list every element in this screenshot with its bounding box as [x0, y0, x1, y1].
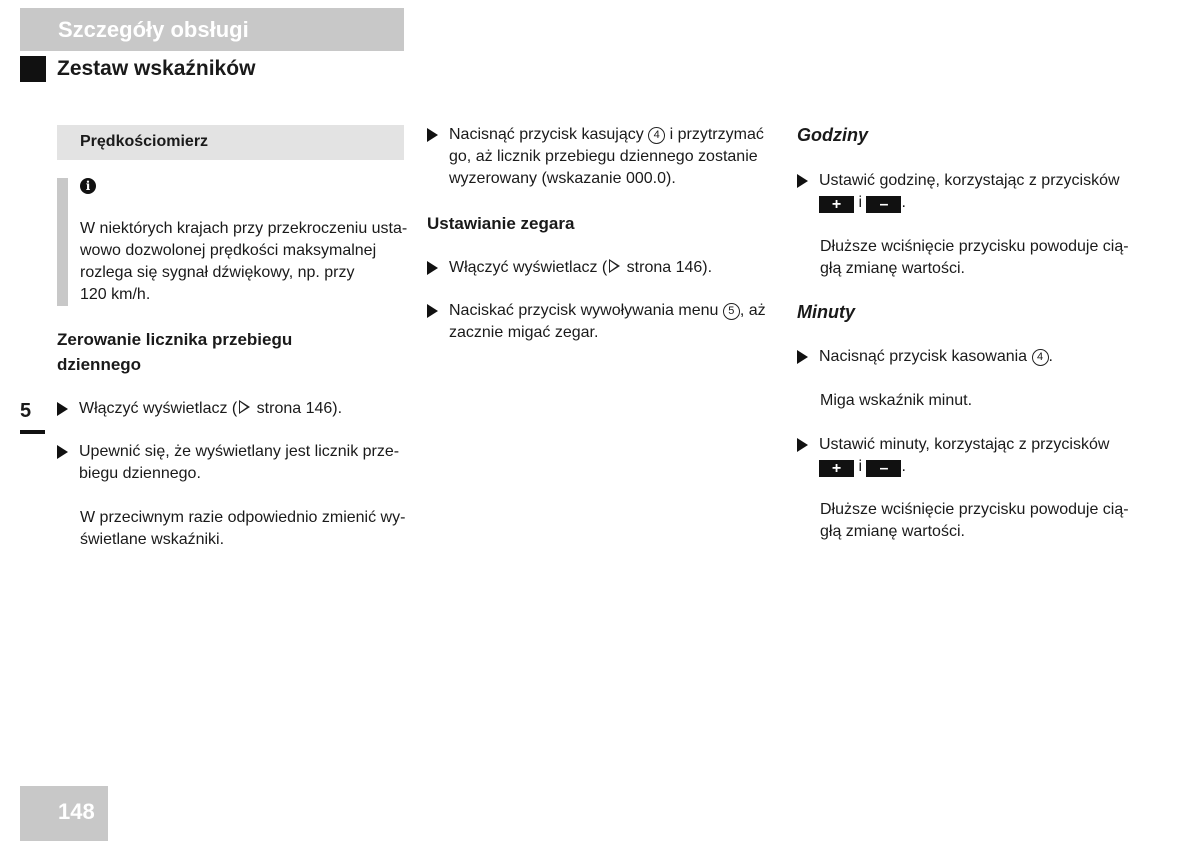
note-line: W niektórych krajach przy przekroczeniu usta- [80, 220, 408, 237]
text-part: Nacisnąć przycisk kasowania [819, 348, 1032, 365]
text-part: Włączyć wyświetlacz ( [449, 259, 608, 276]
circled-number: 5 [723, 303, 740, 320]
text-part: i [858, 194, 863, 211]
note-rule [57, 178, 68, 306]
bullet-item [57, 441, 399, 485]
bullet-item [427, 124, 764, 190]
plus-key-icon: + [819, 460, 854, 477]
bullet-item [427, 300, 766, 344]
chapter-underline [20, 430, 45, 434]
text-line: Ustawić minuty, korzystając z przycisków [819, 436, 1110, 453]
text-part: i [858, 458, 863, 475]
text-line [819, 192, 1120, 214]
heading-line: dziennego [57, 355, 142, 374]
text-part: Nacisnąć przycisk kasujący [449, 126, 649, 143]
text-part: strona 146). [622, 259, 713, 276]
text-line: wyzerowany (wskazanie 000.0). [449, 170, 676, 187]
minutes-heading: Minuty [797, 302, 855, 322]
minus-key-icon: – [866, 460, 901, 477]
bullet-arrow-icon [57, 445, 68, 459]
bullet-text [449, 257, 712, 279]
info-note [80, 218, 410, 306]
bullet-arrow-icon [57, 402, 68, 416]
text-line: Ustawić godzinę, korzystając z przycisków [819, 172, 1120, 189]
bullet-text [79, 398, 342, 420]
note-line: wowo dozwolonej prędkości maksymalnej [80, 242, 377, 259]
page-ref-icon [239, 400, 250, 414]
paragraph [820, 236, 1150, 280]
paragraph [820, 499, 1150, 543]
text-line: biegu dziennego. [79, 465, 201, 482]
text-part: . [901, 194, 906, 211]
text-line: głą zmianę wartości. [820, 523, 965, 540]
heading-line: Zerowanie licznika przebiegu [57, 330, 293, 349]
page-ref-icon [609, 259, 620, 273]
bullet-text [449, 300, 766, 344]
text-part: , aż [739, 302, 766, 319]
bullet-text [819, 346, 1053, 368]
bullet-item [427, 257, 712, 279]
bullet-arrow-icon [797, 174, 808, 188]
bullet-text [449, 124, 764, 190]
bullet-item [797, 170, 1120, 214]
paragraph: Miga wskaźnik minut. [820, 392, 973, 409]
note-line: 120 km/h. [80, 286, 151, 303]
text-line: W przeciwnym razie odpowiednio zmienić wy- [80, 509, 406, 526]
paragraph [80, 507, 410, 551]
section-header-bar [20, 8, 404, 51]
plus-key-icon: + [819, 196, 854, 213]
text-line: Dłuższe wciśnięcie przycisku powoduje cią- [820, 238, 1129, 255]
text-part: Naciskać przycisk wywoływania menu [449, 302, 723, 319]
subsection-bar [57, 125, 404, 160]
text-line: zacznie migać zegar. [449, 324, 599, 341]
bullet-arrow-icon [427, 261, 438, 275]
bullet-arrow-icon [797, 350, 808, 364]
text-part: Włączyć wyświetlacz ( [79, 400, 238, 417]
clock-heading: Ustawianie zegara [427, 214, 575, 233]
text-line: go, aż licznik przebiegu dziennego zostanie [449, 148, 758, 165]
bullet-item [797, 346, 1053, 368]
bullet-item [57, 398, 342, 420]
page-number-box [20, 786, 108, 841]
title-marker [20, 56, 46, 82]
text-part: . [1048, 348, 1053, 365]
page-title: Zestaw wskaźników [57, 57, 256, 80]
note-line: rozlega się sygnał dźwiękowy, np. przy [80, 264, 355, 281]
bullet-text [819, 434, 1109, 478]
text-line: Dłuższe wciśnięcie przycisku powoduje cią- [820, 501, 1129, 518]
reset-heading [57, 327, 407, 377]
bullet-text [79, 441, 399, 485]
text-line: głą zmianę wartości. [820, 260, 965, 277]
section-title: Szczegóły obsługi [58, 17, 249, 42]
bullet-text [819, 170, 1120, 214]
text-part: strona 146). [252, 400, 343, 417]
circled-number: 4 [1032, 349, 1049, 366]
text-part: i przytrzymać [665, 126, 764, 143]
text-part: . [901, 458, 906, 475]
hours-heading: Godziny [797, 125, 868, 145]
page-number: 148 [58, 799, 95, 824]
bullet-arrow-icon [427, 304, 438, 318]
minus-key-icon: – [866, 196, 901, 213]
bullet-arrow-icon [427, 128, 438, 142]
circled-number: 4 [648, 127, 665, 144]
chapter-number: 5 [20, 400, 32, 422]
text-line [819, 456, 1109, 478]
text-line: Upewnić się, że wyświetlany jest licznik prze- [79, 443, 400, 460]
bullet-item [797, 434, 1109, 478]
text-line: świetlane wskaźniki. [80, 531, 225, 548]
subsection-title: Prędkościomierz [80, 133, 209, 150]
info-icon: i [80, 178, 96, 194]
text-line [449, 300, 766, 322]
bullet-arrow-icon [797, 438, 808, 452]
text-line [449, 124, 764, 146]
